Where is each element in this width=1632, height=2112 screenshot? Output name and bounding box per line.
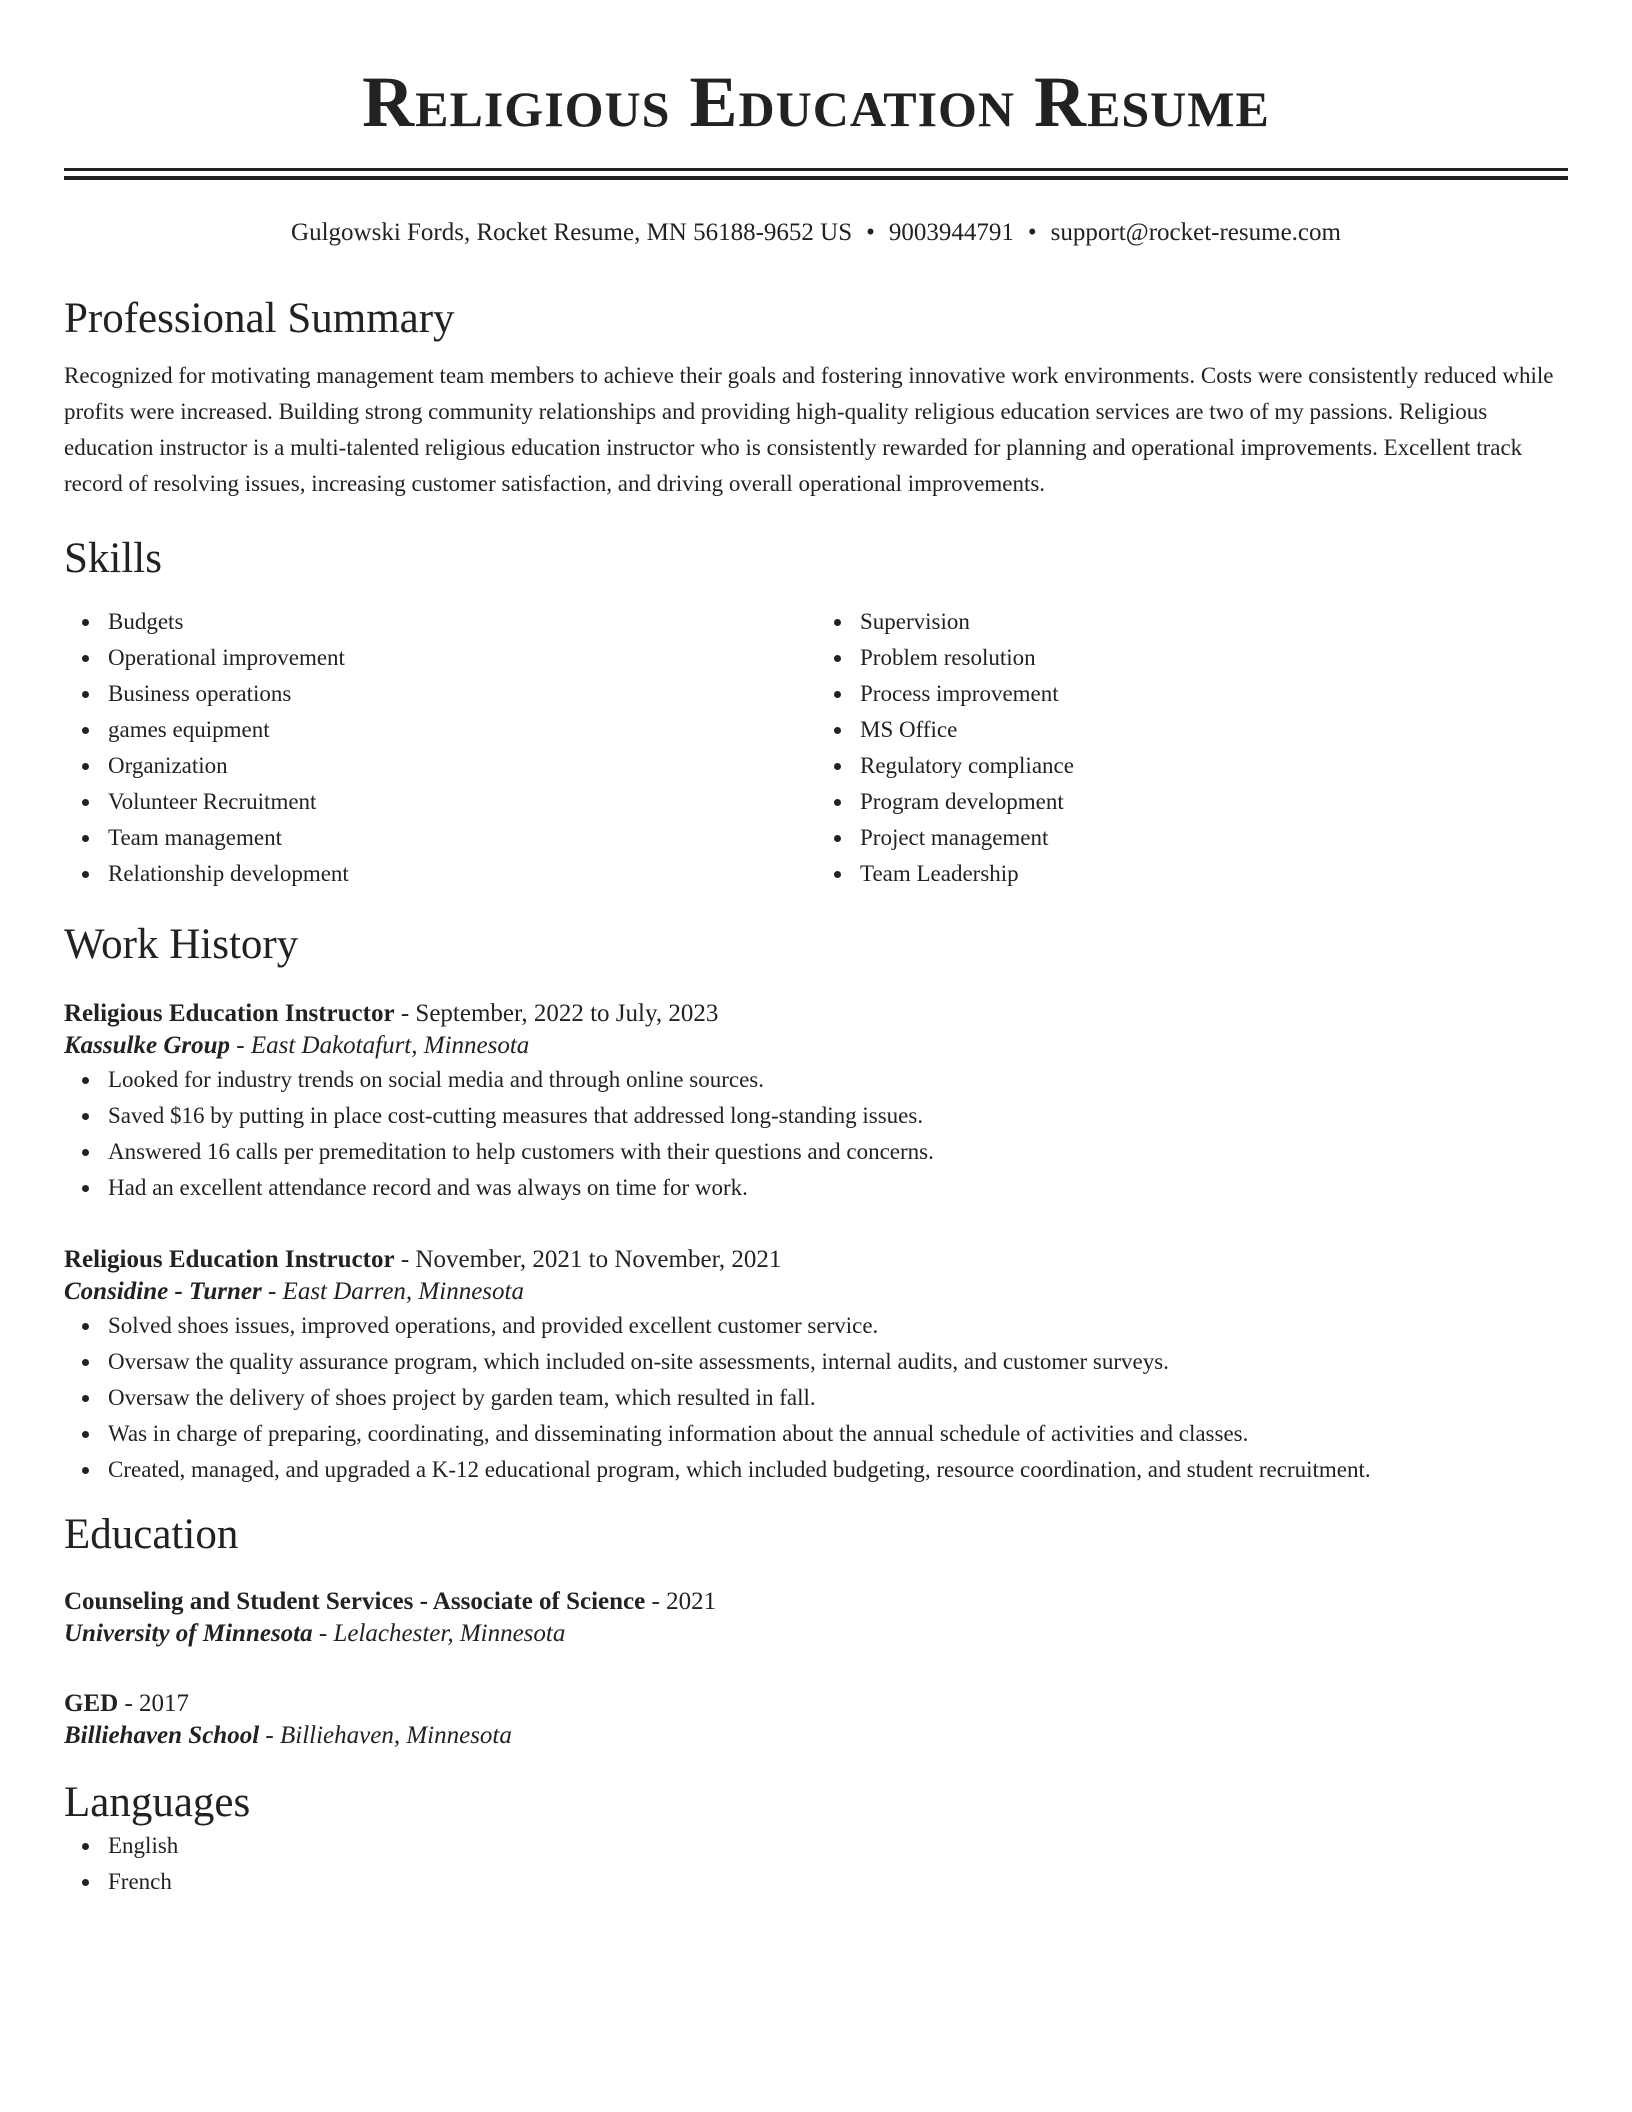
summary-text: Recognized for motivating management team members to achieve their goals and fostering innovative work environments. Costs were consistently reduced while profits were increased. Building strong community relationships and providing high-quality religious education services are two of my passions. Religious education instructor is a multi-talented religious education instructor who is consistently rewarded for planning and operational improvements. Excellent track record of resolving issues, increasing customer satisfaction, and driving overall operational improvements. xyxy=(64,363,1554,496)
contact-address: Gulgowski Fords, Rocket Resume, MN 56188-9652 US xyxy=(291,219,853,246)
education-entry xyxy=(64,1688,1568,1752)
skill-item: MS Office xyxy=(860,712,1568,748)
job-company: Kassulke Group xyxy=(64,1032,231,1059)
work-history-heading: Work History xyxy=(64,921,299,968)
responsibility-item: Was in charge of preparing, coordinating, and disseminating information about the annual schedule of activities and classes. xyxy=(108,1416,1568,1452)
contact-email: support@rocket-resume.com xyxy=(1050,219,1341,246)
skill-item: Supervision xyxy=(860,604,1568,640)
skill-item: Volunteer Recruitment xyxy=(108,784,816,820)
responsibility-item: Had an excellent attendance record and was always on time for work. xyxy=(108,1170,1568,1206)
degree-line xyxy=(64,1688,1568,1720)
degree: Counseling and Student Services - Associate of Science xyxy=(64,1588,646,1615)
resume-title: Religious Education Resume xyxy=(362,62,1270,142)
skill-item: Organization xyxy=(108,748,816,784)
languages-heading: Languages xyxy=(64,1779,251,1826)
skills-left-column xyxy=(64,604,816,892)
education-entry xyxy=(64,1586,1568,1650)
job-company-line xyxy=(64,1030,1568,1062)
job-dates: - November, 2021 to November, 2021 xyxy=(394,1246,782,1273)
school-line xyxy=(64,1720,1568,1752)
responsibility-item: Looked for industry trends on social media and through online sources. xyxy=(108,1062,1568,1098)
graduation-year: - 2021 xyxy=(645,1588,717,1615)
job-entry xyxy=(64,998,1568,1206)
degree-line xyxy=(64,1586,1568,1618)
summary-heading: Professional Summary xyxy=(64,295,455,342)
degree: GED xyxy=(64,1690,119,1717)
job-title-line xyxy=(64,998,1568,1030)
responsibility-item: Solved shoes issues, improved operations, and provided excellent customer service. xyxy=(108,1308,1568,1344)
contact-separator: • xyxy=(866,219,875,246)
school-location: - Lelachester, Minnesota xyxy=(312,1620,566,1647)
job-title-line xyxy=(64,1244,1568,1276)
skill-item: Process improvement xyxy=(860,676,1568,712)
contact-separator: • xyxy=(1027,219,1037,246)
skill-item: Relationship development xyxy=(108,856,816,892)
languages-list xyxy=(64,1828,1568,1900)
skill-item: Business operations xyxy=(108,676,816,712)
graduation-year: - 2017 xyxy=(118,1690,190,1717)
job-dates: - September, 2022 to July, 2023 xyxy=(394,1000,719,1027)
skills-grid xyxy=(64,604,1568,892)
job-entry xyxy=(64,1244,1568,1488)
skill-item: games equipment xyxy=(108,712,816,748)
skill-item: Team management xyxy=(108,820,816,856)
school-line xyxy=(64,1618,1568,1650)
school-name: University of Minnesota xyxy=(64,1620,313,1647)
skill-item: Team Leadership xyxy=(860,856,1568,892)
skills-right-column xyxy=(816,604,1568,892)
job-responsibilities xyxy=(64,1062,1568,1206)
skill-item: Program development xyxy=(860,784,1568,820)
skill-item: Project management xyxy=(860,820,1568,856)
language-item: English xyxy=(108,1828,1568,1864)
contact-line xyxy=(64,218,1568,248)
school-location: - Billiehaven, Minnesota xyxy=(259,1722,512,1749)
school-name: Billiehaven School xyxy=(64,1722,260,1749)
skill-item: Regulatory compliance xyxy=(860,748,1568,784)
title-divider xyxy=(64,168,1568,180)
job-title: Religious Education Instructor xyxy=(64,1000,395,1027)
responsibility-item: Answered 16 calls per premeditation to help customers with their questions and concerns. xyxy=(108,1134,1568,1170)
skill-item: Operational improvement xyxy=(108,640,816,676)
job-company-line xyxy=(64,1276,1568,1308)
job-location: - East Darren, Minnesota xyxy=(261,1278,524,1305)
contact-phone: 9003944791 xyxy=(888,219,1014,246)
skills-heading: Skills xyxy=(64,535,162,582)
responsibility-item: Oversaw the delivery of shoes project by garden team, which resulted in fall. xyxy=(108,1380,1568,1416)
responsibility-item: Oversaw the quality assurance program, which included on-site assessments, internal audits, and customer surveys. xyxy=(108,1344,1568,1380)
responsibility-item: Created, managed, and upgraded a K-12 educational program, which included budgeting, resource coordination, and student recruitment. xyxy=(108,1452,1568,1488)
responsibility-item: Saved $16 by putting in place cost-cutting measures that addressed long-standing issues. xyxy=(108,1098,1568,1134)
education-heading: Education xyxy=(64,1511,239,1558)
language-item: French xyxy=(108,1864,1568,1900)
skill-item: Budgets xyxy=(108,604,816,640)
job-title: Religious Education Instructor xyxy=(64,1246,395,1273)
job-company: Considine - Turner xyxy=(64,1278,262,1305)
job-location: - East Dakotafurt, Minnesota xyxy=(230,1032,530,1059)
job-responsibilities xyxy=(64,1308,1568,1488)
skill-item: Problem resolution xyxy=(860,640,1568,676)
